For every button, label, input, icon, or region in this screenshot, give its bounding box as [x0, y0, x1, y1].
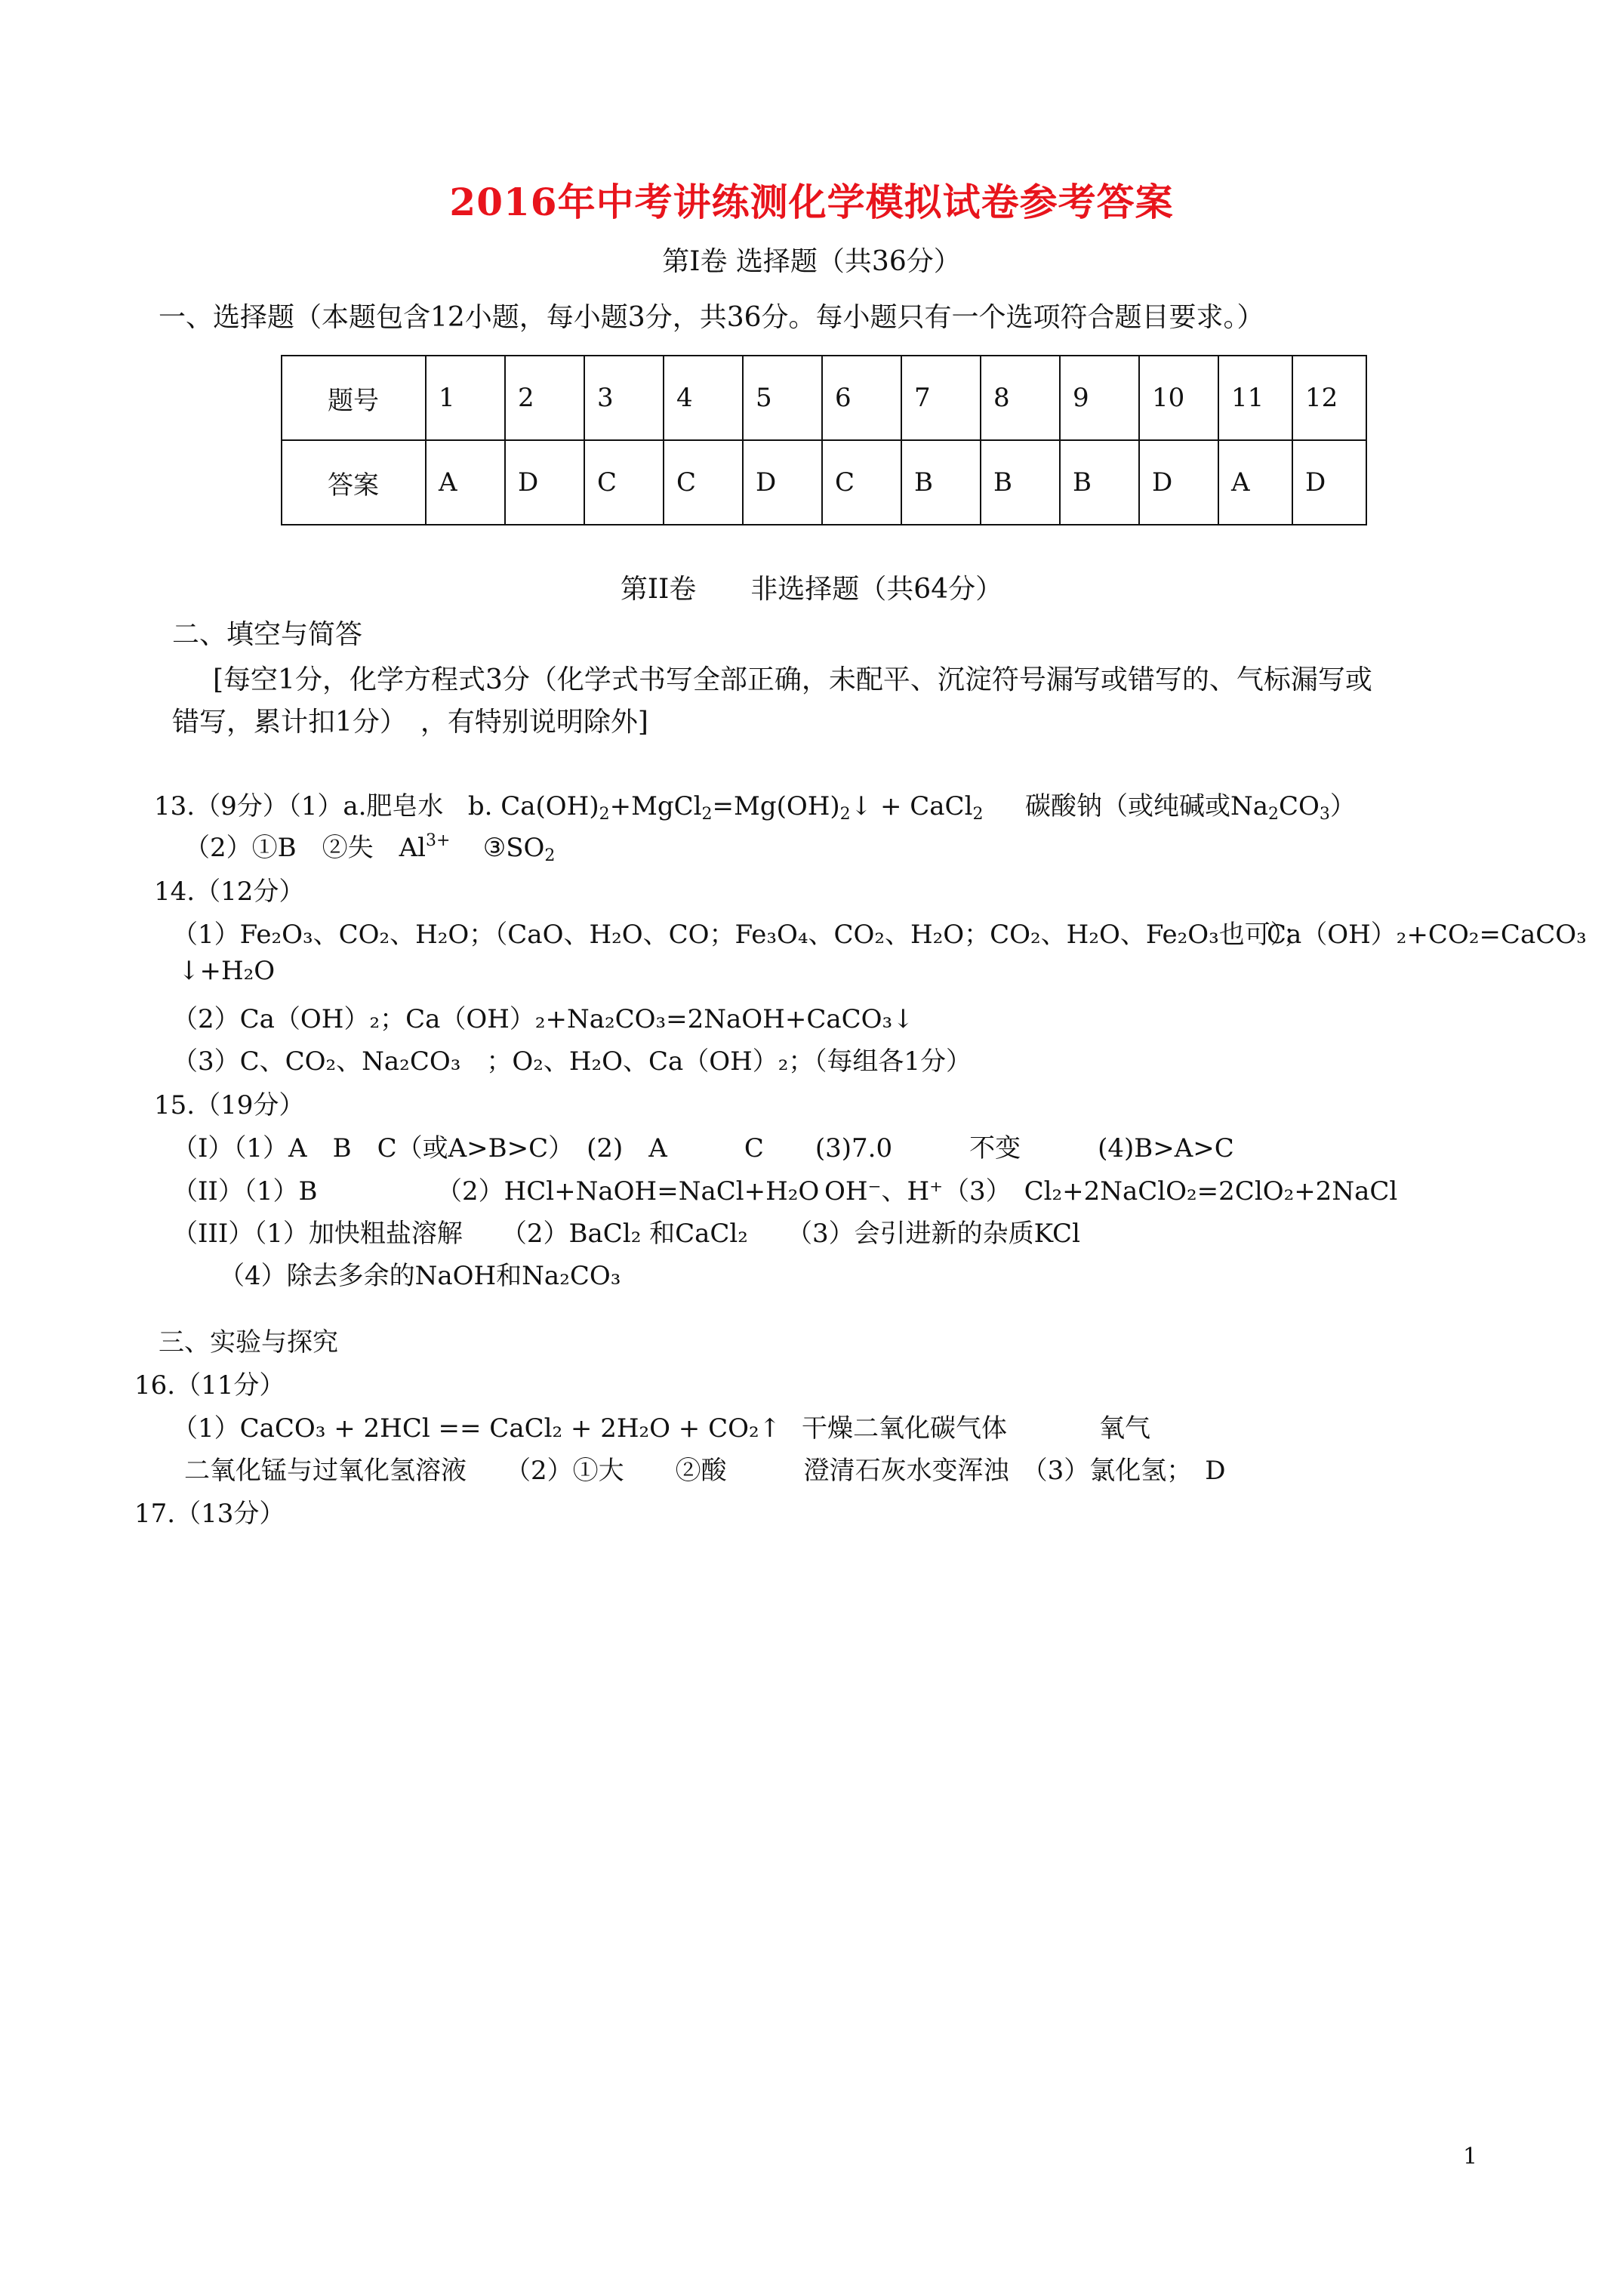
table-row [282, 440, 1366, 525]
q16-head: 16.（11分） [134, 1370, 285, 1401]
q16-line1c: 氧气 [1099, 1413, 1150, 1444]
answer-cell: D [505, 440, 584, 525]
q15-line2a: （II）（1）B [172, 1176, 318, 1207]
answer-table [281, 355, 1367, 525]
q15-line2d: （3） Cl₂+2NaClO₂=2ClO₂+2NaCl [944, 1176, 1398, 1207]
question-number: 8 [981, 356, 1060, 440]
question-number: 9 [1060, 356, 1139, 440]
row-label-answer: 答案 [282, 440, 426, 525]
q16-line2: 二氧化锰与过氧化氢溶液 （2）①大 ②酸 澄清石灰水变浑浊 （3）氯化氢； D [184, 1456, 1226, 1486]
q14-line3: （2）Ca（OH）₂；Ca（OH）₂+Na₂CO₃=2NaOH+CaCO₃↓ [172, 1004, 914, 1034]
q14-line2: ↓+H₂O [178, 956, 276, 986]
q13-alt-answer: 碳酸钠（或纯碱或$Na_2CO_3$） [1025, 791, 1356, 824]
part1-heading: 第Ⅰ卷 选择题（共36分） [662, 246, 961, 277]
q14-head: 14.（12分） [154, 877, 305, 907]
answer-cell: A [1218, 440, 1292, 525]
question-number: 3 [584, 356, 664, 440]
q17-head: 17.（13分） [134, 1499, 285, 1529]
answer-cell: D [743, 440, 822, 525]
section1-instructions: 一、选择题（本题包含12小题，每小题3分，共36分。每小题只有一个选项符合题目要求。） [159, 302, 1264, 333]
page-number: 1 [1463, 2143, 1478, 2170]
question-number: 11 [1218, 356, 1292, 440]
section3-title: 三、实验与探究 [159, 1327, 338, 1358]
question-number: 5 [743, 356, 822, 440]
section2-title: 二、填空与简答 [172, 619, 363, 650]
answer-cell: B [981, 440, 1060, 525]
table-row [282, 356, 1366, 440]
answer-cell: D [1292, 440, 1366, 525]
answer-cell: A [426, 440, 505, 525]
scoring-rule-line1: [每空1分，化学方程式3分（化学式书写全部正确，未配平、沉淀符号漏写或错写的、气标漏写或 [213, 664, 1372, 695]
q14-line1: （1）Fe₂O₃、CO₂、H₂O；（CaO、H₂O、CO；Fe₃O₄、CO₂、H₂O；CO₂、H₂O、Fe₂O₃也可）； [172, 920, 1309, 950]
q14-line1b: Ca（OH）₂+CO₂=CaCO₃ [1267, 920, 1587, 950]
q15-line2b: （2）HCl+NaOH=NaCl+H₂O [436, 1176, 820, 1207]
part2-heading: 第II卷 非选择题（共64分） [620, 574, 1003, 605]
question-number: 2 [505, 356, 584, 440]
q15-line3: （III）（1）加快粗盐溶解 （2）BaCl₂ 和CaCl₂ （3）会引进新的杂质KCl [172, 1219, 1080, 1249]
scoring-rule-line2: 错写，累计扣1分） ，有特别说明除外] [172, 707, 648, 738]
row-label-number: 题号 [282, 356, 426, 440]
answer-cell: C [822, 440, 901, 525]
q15-line4: （4）除去多余的NaOH和Na₂CO₃ [219, 1261, 621, 1291]
page-title: 2016年中考讲练测化学模拟试卷参考答案 [449, 180, 1174, 224]
question-number: 12 [1292, 356, 1366, 440]
q15-line2c: OH⁻、H⁺ [824, 1176, 944, 1207]
question-number: 1 [426, 356, 505, 440]
q15-head: 15.（19分） [154, 1090, 305, 1120]
q14-line4: （3）C、CO₂、Na₂CO₃ ；O₂、H₂O、Ca（OH）₂；（每组各1分） [172, 1046, 972, 1077]
q13-line1: 13.（9分）（1）a.肥皂水 b. $Ca(OH)_2+MgCl_2=Mg(OH)_2↓$ + CaCl$_2$ [154, 791, 984, 824]
answer-cell: D [1139, 440, 1218, 525]
answer-cell: C [584, 440, 664, 525]
q16-line1b: 干燥二氧化碳气体 [802, 1413, 1007, 1444]
answer-cell: C [664, 440, 743, 525]
q15-line1: （I）（1）A B C（或A>B>C） (2) A C (3)7.0 不变 (4)B>A>C [172, 1133, 1234, 1163]
q16-line1a: （1）CaCO₃ + 2HCl == CaCl₂ + 2H₂O + CO₂↑ [172, 1413, 781, 1444]
question-number: 7 [901, 356, 981, 440]
answer-cell: B [1060, 440, 1139, 525]
answer-cell: B [901, 440, 981, 525]
question-number: 4 [664, 356, 743, 440]
question-number: 6 [822, 356, 901, 440]
question-number: 10 [1139, 356, 1218, 440]
q13-line2: （2）①B ②失 $Al^{3+}$ $③SO_2$ [184, 831, 556, 865]
